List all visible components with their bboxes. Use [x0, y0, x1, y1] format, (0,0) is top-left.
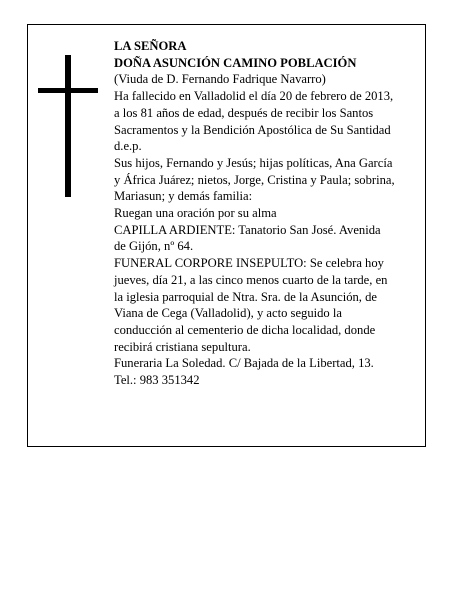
cross-vertical-bar [65, 55, 71, 197]
notice-line: Ha fallecido en Valladolid el día 20 de febrero de 2013, [114, 89, 394, 104]
notice-line: Tel.: 983 351342 [114, 373, 200, 388]
notice-line: de Gijón, nº 64. [114, 239, 194, 254]
obituary-text [114, 38, 424, 389]
notice-line: Viana de Cega (Valladolid), y acto seguido la [114, 306, 342, 321]
notice-line: conducción al cementerio de dicha localidad, donde [114, 322, 376, 337]
notice-line: Sacramentos y la Bendición Apostólica de Su Santidad [114, 122, 391, 137]
notice-line: recibirá cristiana sepultura. [114, 339, 251, 354]
notice-line: Ruegan una oración por su alma [114, 206, 277, 221]
notice-line: Funeraria La Soledad. C/ Bajada de la Libertad, 13. [114, 356, 374, 371]
notice-line: y África Juárez; nietos, Jorge, Cristina y Paula; sobrina, [114, 172, 395, 187]
notice-line: CAPILLA ARDIENTE: Tanatorio San José. Avenida [114, 222, 381, 237]
cross-icon [38, 55, 98, 197]
notice-line: d.e.p. [114, 139, 142, 154]
notice-line: la iglesia parroquial de Ntra. Sra. de la Asunción, de [114, 289, 377, 304]
notice-line: Mariasun; y demás familia: [114, 189, 253, 204]
notice-title: LA SEÑORA [114, 39, 187, 53]
widow-line: (Viuda de D. Fernando Fadrique Navarro) [114, 72, 326, 87]
notice-line: a los 81 años de edad, después de recibir los Santos [114, 105, 374, 120]
deceased-name: DOÑA ASUNCIÓN CAMINO POBLACIÓN [114, 55, 357, 70]
cross-horizontal-bar [38, 88, 98, 93]
notice-line: jueves, día 21, a las cinco menos cuarto de la tarde, en [114, 272, 388, 287]
notice-line: FUNERAL CORPORE INSEPULTO: Se celebra hoy [114, 256, 384, 271]
notice-line: Sus hijos, Fernando y Jesús; hijas políticas, Ana García [114, 155, 393, 170]
